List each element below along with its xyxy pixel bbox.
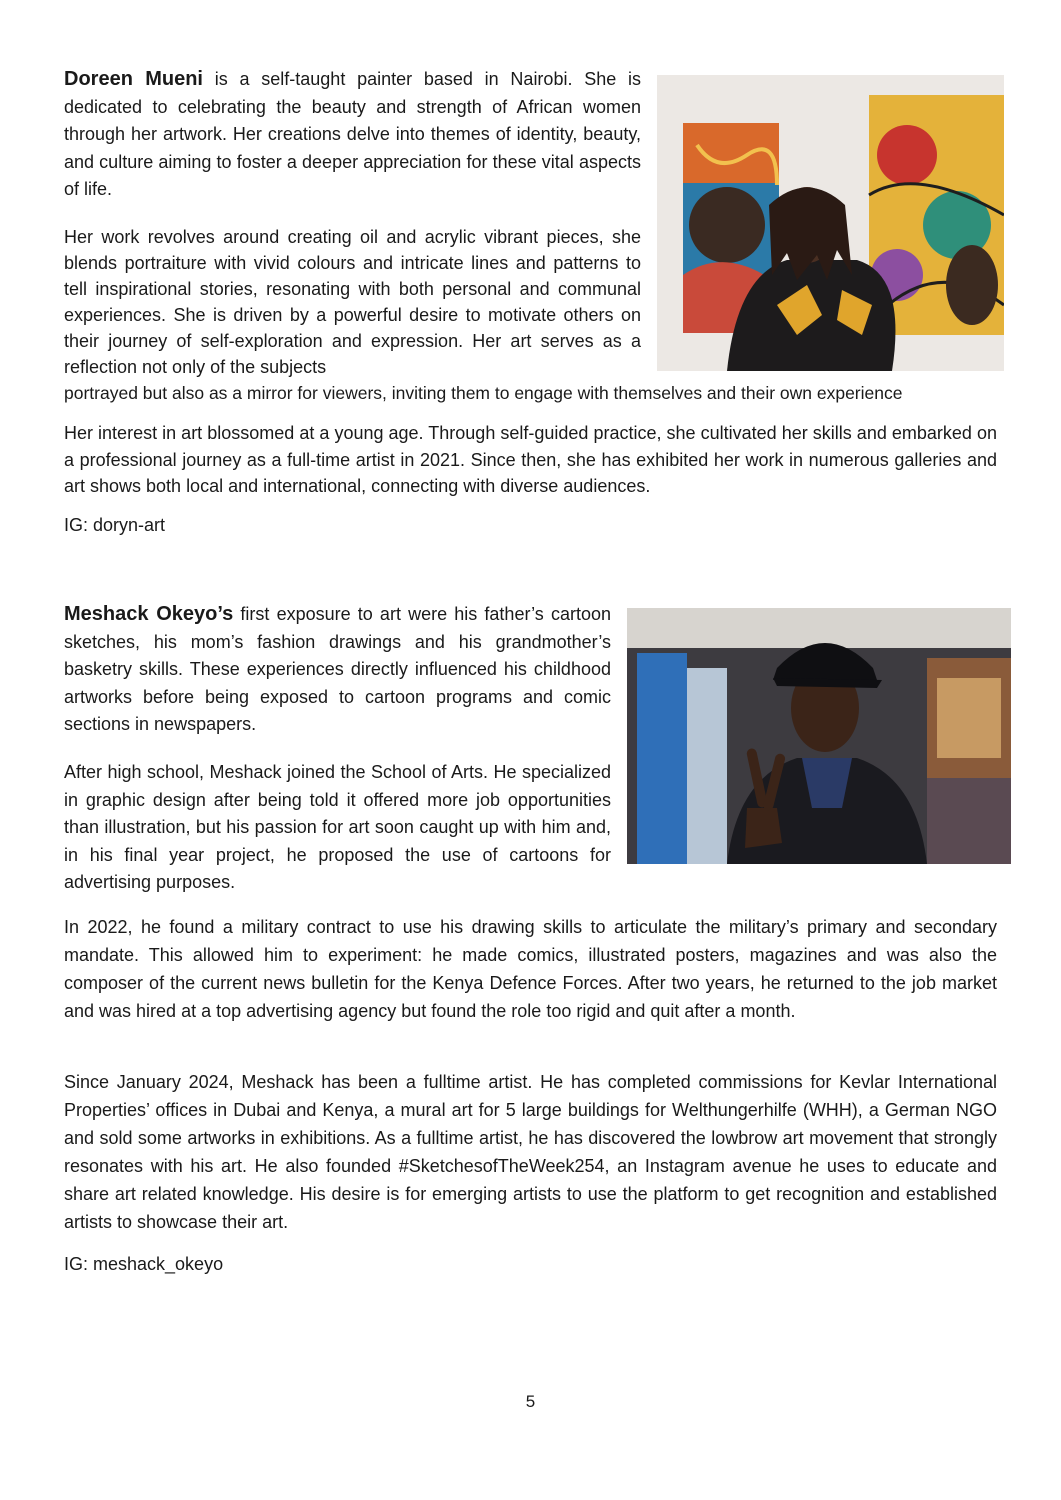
page-number: 5: [525, 1392, 536, 1411]
artist1-name: Doreen Mueni: [64, 68, 203, 90]
artist1-paragraph2-text: Her work revolves around creating oil and acrylic vibrant pieces, she blends portraiture with vivid colours and intricate lines and patterns to tell inspirational stories, resonating with both personal and communal experiences. She is driven by a powerful desire to motivate others on their journey of self-exploration and expression. Her art serves as a reflection not only of the subjects: [64, 227, 641, 377]
artist2-ig-handle: IG: meshack_okeyo: [64, 1254, 224, 1274]
artist2-paragraph2: [64, 759, 611, 897]
artist1-photo: [657, 75, 1004, 371]
artist2-name: Meshack Okeyo’s: [64, 603, 234, 625]
artist1-intro-text: is a self-taught painter based in Nairobi. She is dedicated to celebrating the beauty and strength of African women through her artwork. Her creations delve into themes of identity, beauty, and culture aiming to foster a deeper appreciation for these vital aspects of life.: [64, 69, 641, 199]
artist2-photo: [627, 608, 1011, 864]
artist2-paragraph4: [64, 1068, 997, 1236]
artist1-paragraph2-wrapped: [64, 224, 641, 380]
artist2-intro: [64, 601, 611, 739]
artist2-intro-text: first exposure to art were his father’s cartoon sketches, his mom’s fashion drawings and his grandmother’s basketry skills. These experiences directly influenced his childhood artworks before being exposed to cartoon programs and comic sections in newspapers.: [64, 604, 611, 734]
artist1-paragraph2-continuation: portrayed but also as a mirror for viewers, inviting them to engage with themselves and their own experience: [64, 383, 903, 403]
artist1-photo-image: [657, 75, 1004, 371]
artist1-ig-handle: IG: doryn-art: [64, 515, 166, 535]
artist1-intro: [64, 66, 641, 204]
artist2-paragraph3-text: In 2022, he found a military contract to use his drawing skills to articulate the military’s primary and secondary mandate. This allowed him to experiment: he made comics, illustrated posters, magazines and was also the composer of the current news bulletin for the Kenya Defence Forces. After two years, he returned to the job market and was hired at a top advertising agency but found the role too rigid and quit after a month.: [64, 917, 997, 1021]
artist2-paragraph2-text: After high school, Meshack joined the School of Arts. He specialized in graphic design after being told it offered more job opportunities than illustration, but his passion for art soon caught up with him and, in his final year project, he proposed the use of cartoons for advertising purposes.: [64, 762, 611, 892]
artist1-paragraph3-text: Her interest in art blossomed at a young age. Through self-guided practice, she cultivated her skills and embarked on a professional journey as a full-time artist in 2021. Since then, she has exhibited her work in numerous galleries and art shows both local and international, connecting with diverse audiences.: [64, 423, 997, 496]
artist1-paragraph3: [64, 420, 997, 500]
artist1-paragraph2-full: [64, 380, 997, 406]
artist2-paragraph4-text: Since January 2024, Meshack has been a fulltime artist. He has completed commissions for Kevlar International Properties’ offices in Dubai and Kenya, a mural art for 5 large buildings for Welthungerhilfe (WHH), a German NGO and sold some artworks in exhibitions. As a fulltime artist, he has discovered the lowbrow art movement that strongly resonates with his art. He also founded #SketchesofTheWeek254, an Instagram avenue he uses to educate and share art related knowledge. His desire is for emerging artists to use the platform to get recognition and established artists to showcase their art.: [64, 1072, 997, 1232]
artist2-photo-image: [627, 608, 1011, 864]
artist2-paragraph3: [64, 913, 997, 1025]
